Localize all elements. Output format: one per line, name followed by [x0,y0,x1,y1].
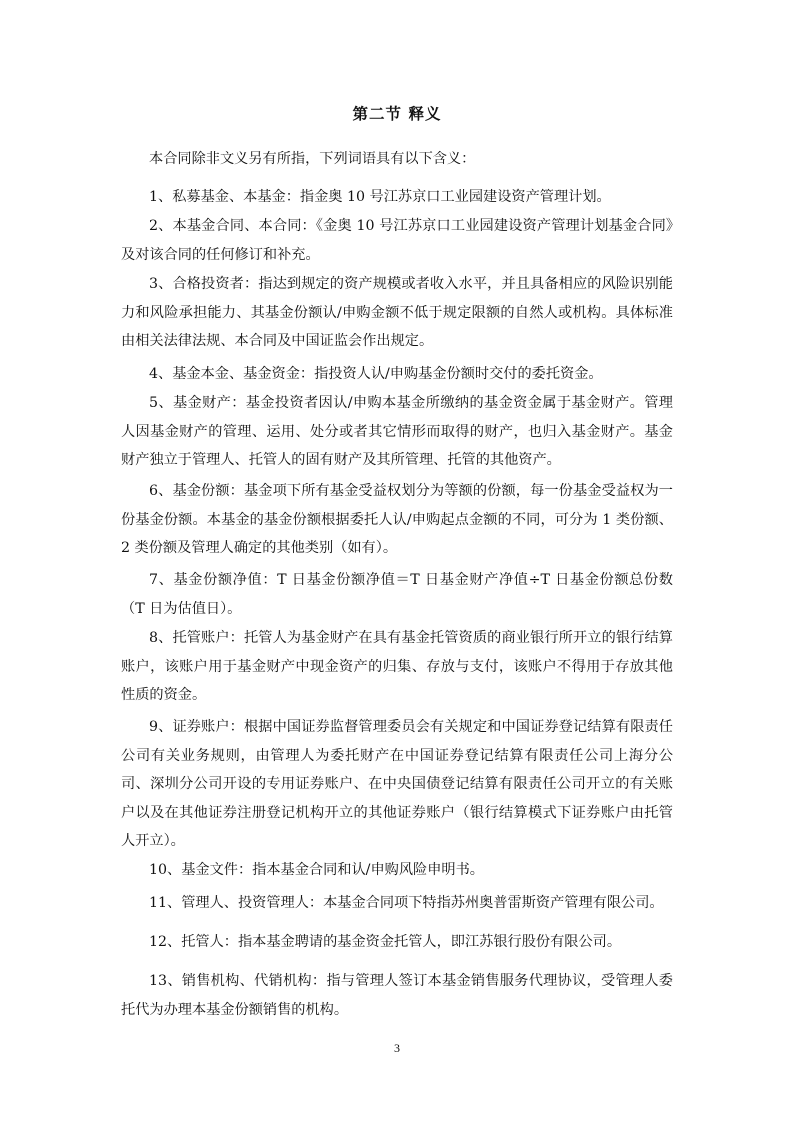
page-number: 3 [394,1041,400,1055]
definition-13: 13、销售机构、代销机构：指与管理人签订本基金销售服务代理协议，受管理人委托代为办理本基金份额销售的机构。 [121,973,673,1018]
definition-12: 12、托管人：指本基金聘请的基金资金托管人，即江苏银行股份有限公司。 [149,934,622,950]
definition-8: 8、托管账户：托管人为基金财产在具有基金托管资质的商业银行所开立的银行结算账户，该账户用于基金财产中现金资产的归集、存放与支付，该账户不得用于存放其他性质的资金。 [121,630,673,703]
section-title: 第二节 释义 [352,105,442,123]
definition-3: 3、合格投资者：指达到规定的资产规模或者收入水平，并且具备相应的风险识别能力和风险承担能力、其基金份额认/申购金额不低于规定限额的自然人或机构。具体标准由相关法律法规、本合同及中国证监会作出规定。 [121,276,673,349]
definition-7: 7、基金份额净值：T 日基金份额净值＝T 日基金财产净值÷T 日基金份额总份数（T 日为估值日）。 [121,572,673,617]
definition-4: 4、基金本金、基金资金：指投资人认/申购基金份额时交付的委托资金。 [149,366,603,382]
definition-10: 10、基金文件：指本基金合同和认/申购风险申明书。 [149,862,484,878]
definition-9: 9、证券账户：根据中国证券监督管理委员会有关规定和中国证券登记结算有限责任公司有关业务规则，由管理人为委托财产在中国证券登记结算有限责任公司上海分公司、深圳分公司开设的专用证券账户、在中央国债登记结算有限责任公司开立的有关账户以及在其他证券注册登记机构开立的其他证券账户（银行结算模式下证券账户由托管人开立）。 [121,719,673,849]
definition-5: 5、基金财产：基金投资者因认/申购本基金所缴纳的基金资金属于基金财产。管理人因基金财产的管理、运用、处分或者其它情形而取得的财产，也归入基金财产。基金财产独立于管理人、托管人的固有财产及其所管理、托管的其他资产。 [121,395,673,468]
definition-11: 11、管理人、投资管理人：本基金合同项下特指苏州奥普雷斯资产管理有限公司。 [149,895,664,911]
definition-6: 6、基金份额：基金项下所有基金受益权划分为等额的份额，每一份基金受益权为一份基金份额。本基金的基金份额根据委托人认/申购起点金额的不同，可分为 1 类份额、2 类份额及管理人确定的其他类别（如有）。 [121,483,673,556]
intro-paragraph: 本合同除非文义另有所指，下列词语具有以下含义： [149,151,476,167]
definition-1: 1、私募基金、本基金：指金奥 10 号江苏京口工业园建设资产管理计划。 [149,189,611,205]
definition-2: 2、本基金合同、本合同：《金奥 10 号江苏京口工业园建设资产管理计划基金合同》及对该合同的任何修订和补充。 [121,218,673,263]
